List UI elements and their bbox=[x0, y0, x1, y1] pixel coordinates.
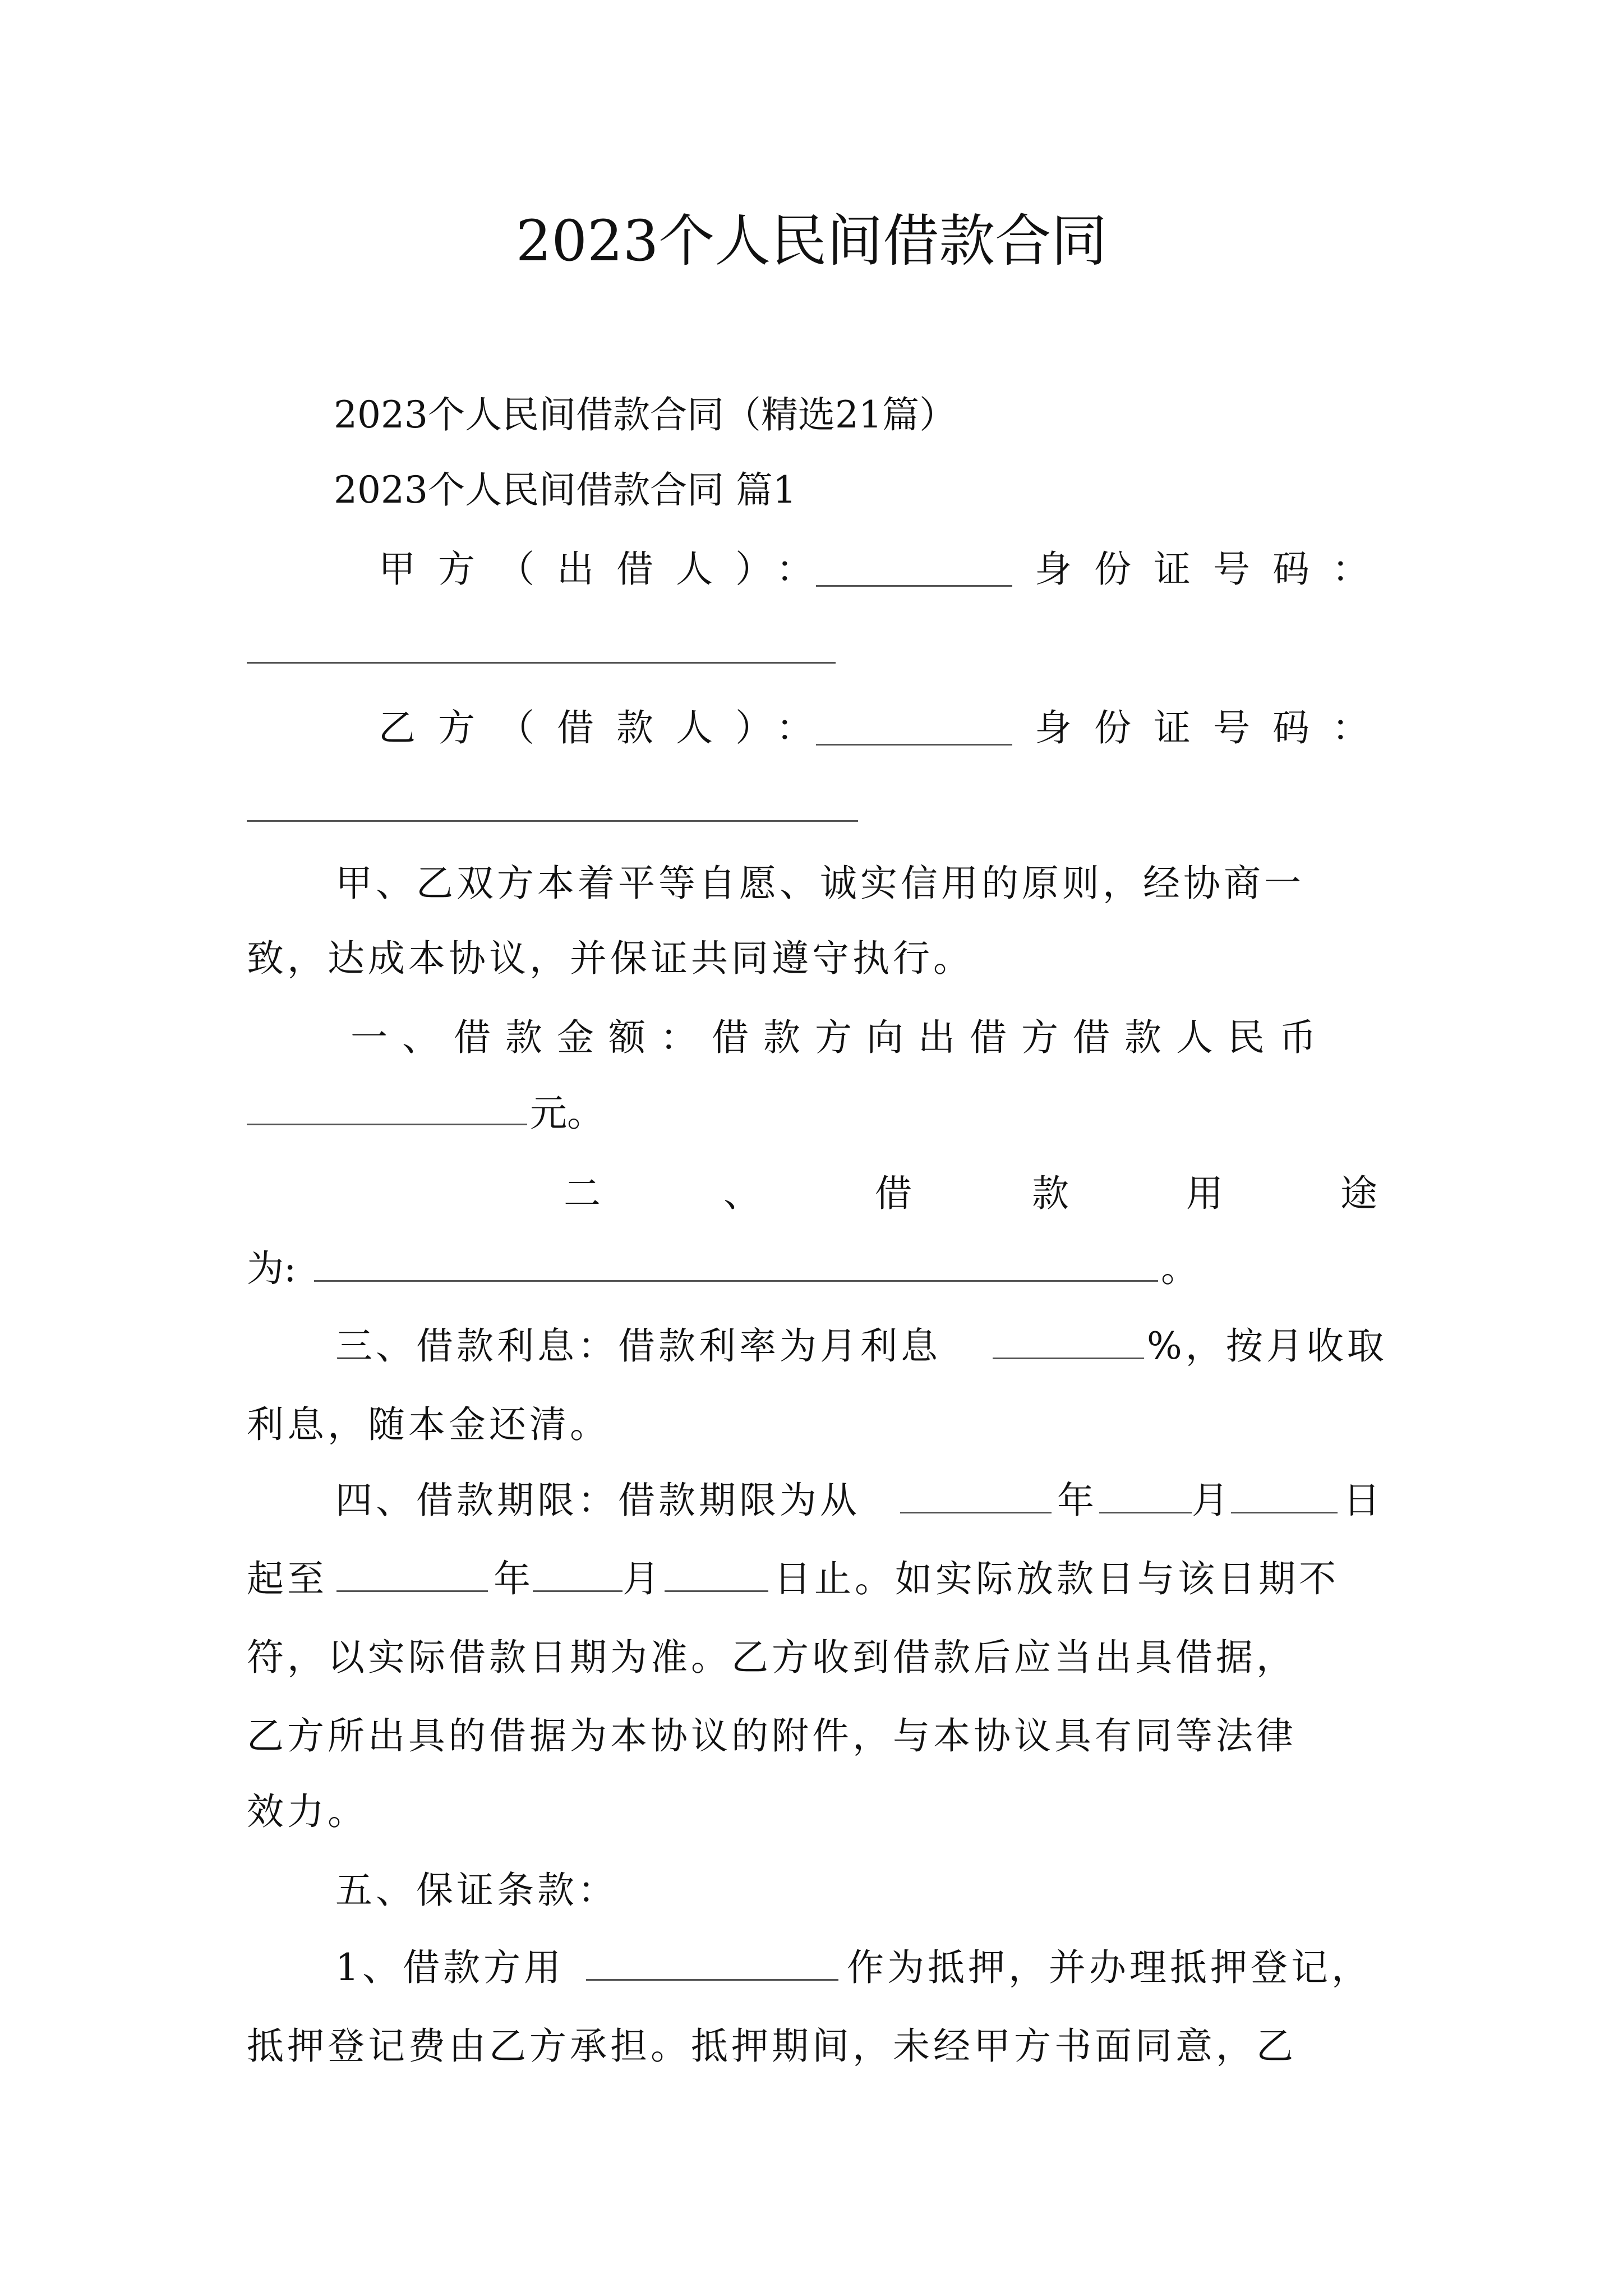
clause-2-prefix: 为: bbox=[247, 1247, 297, 1290]
clause-2-part: 、 bbox=[723, 1172, 760, 1215]
document-title: 2023个人民间借款合同 bbox=[515, 208, 1108, 274]
clause-4-line-4: 乙方所出具的借据为本协议的附件，与本协议具有同等法律 bbox=[247, 1714, 1297, 1757]
party-a-id-label: 身份证号码： bbox=[1035, 547, 1391, 591]
clause-4-prefix: 四、借款期限：借款期限为从 bbox=[335, 1479, 860, 1522]
clause-4-end-month-blank bbox=[533, 1590, 623, 1592]
intro-line-2: 致，达成本协议，并保证共同遵守执行。 bbox=[247, 937, 974, 980]
party-b-name-blank bbox=[816, 744, 1012, 746]
clause-2-part: 用 bbox=[1186, 1172, 1223, 1215]
clause-1-unit: 元。 bbox=[530, 1092, 604, 1135]
clause-5-collateral-blank bbox=[586, 1979, 838, 1981]
clause-4-start-month-blank bbox=[1099, 1512, 1192, 1513]
party-a-name-blank bbox=[816, 585, 1012, 587]
section-heading: 2023个人民间借款合同 篇1 bbox=[334, 468, 796, 512]
clause-2-part: 二 bbox=[564, 1172, 601, 1215]
party-a-id-blank bbox=[247, 662, 836, 664]
clause-2-end: 。 bbox=[1161, 1247, 1198, 1290]
clause-4-line-2-prefix: 起至 bbox=[247, 1557, 328, 1600]
clause-4-line-5: 效力。 bbox=[247, 1790, 368, 1833]
clause-4-line-2-day: 日止。如实际放款日与该日期不 bbox=[774, 1557, 1339, 1600]
clause-4-end-year-blank bbox=[336, 1590, 488, 1592]
clause-4-year: 年 bbox=[494, 1557, 531, 1600]
clause-4-line-3: 符，以实际借款日期为准。乙方收到借款后应当出具借据， bbox=[247, 1636, 1297, 1679]
clause-1-amount-blank bbox=[247, 1124, 527, 1125]
clause-3-line-2: 利息，随本金还清。 bbox=[247, 1403, 610, 1446]
clause-5-item-1-prefix: 1、借款方用 bbox=[335, 1946, 564, 1989]
clause-4-day: 日 bbox=[1343, 1479, 1380, 1522]
party-a-label: 甲方（出借人）： bbox=[379, 547, 836, 591]
clause-4-start-year-blank bbox=[900, 1512, 1052, 1513]
clause-4-end-day-blank bbox=[665, 1590, 768, 1592]
party-b-id-blank bbox=[247, 820, 858, 822]
party-b-id-label: 身份证号码： bbox=[1035, 706, 1391, 749]
party-b-label: 乙方（借款人）： bbox=[379, 706, 836, 749]
clause-5-heading: 五、保证条款： bbox=[335, 1869, 618, 1912]
clause-2-part: 途 bbox=[1340, 1172, 1377, 1215]
intro-line-1: 甲、乙双方本着平等自愿、诚实信用的原则，经协商一 bbox=[335, 862, 1304, 905]
clause-4-month: 月 bbox=[623, 1557, 660, 1600]
clause-3-rate-blank bbox=[993, 1358, 1144, 1359]
clause-3-prefix: 三、借款利息：借款利率为月利息 bbox=[335, 1324, 941, 1368]
clause-4-start-day-blank bbox=[1231, 1512, 1338, 1513]
clause-5-item-1-line-2: 抵押登记费由乙方承担。抵押期间，未经甲方书面同意，乙 bbox=[247, 2024, 1297, 2068]
clause-5-item-1-suffix: 作为抵押，并办理抵押登记， bbox=[847, 1946, 1372, 1989]
clause-4-month: 月 bbox=[1192, 1479, 1229, 1522]
clause-2-part: 借 bbox=[875, 1172, 912, 1215]
clause-2-part: 款 bbox=[1032, 1172, 1069, 1215]
clause-4-year: 年 bbox=[1057, 1479, 1094, 1522]
clause-2-purpose-blank bbox=[314, 1280, 1158, 1282]
clause-3-suffix: %，按月收取 bbox=[1147, 1324, 1387, 1368]
document-subtitle: 2023个人民间借款合同（精选21篇） bbox=[334, 393, 956, 436]
clause-1-line-1: 一、借款金额：借款方向出借方借款人民币 bbox=[351, 1016, 1331, 1059]
